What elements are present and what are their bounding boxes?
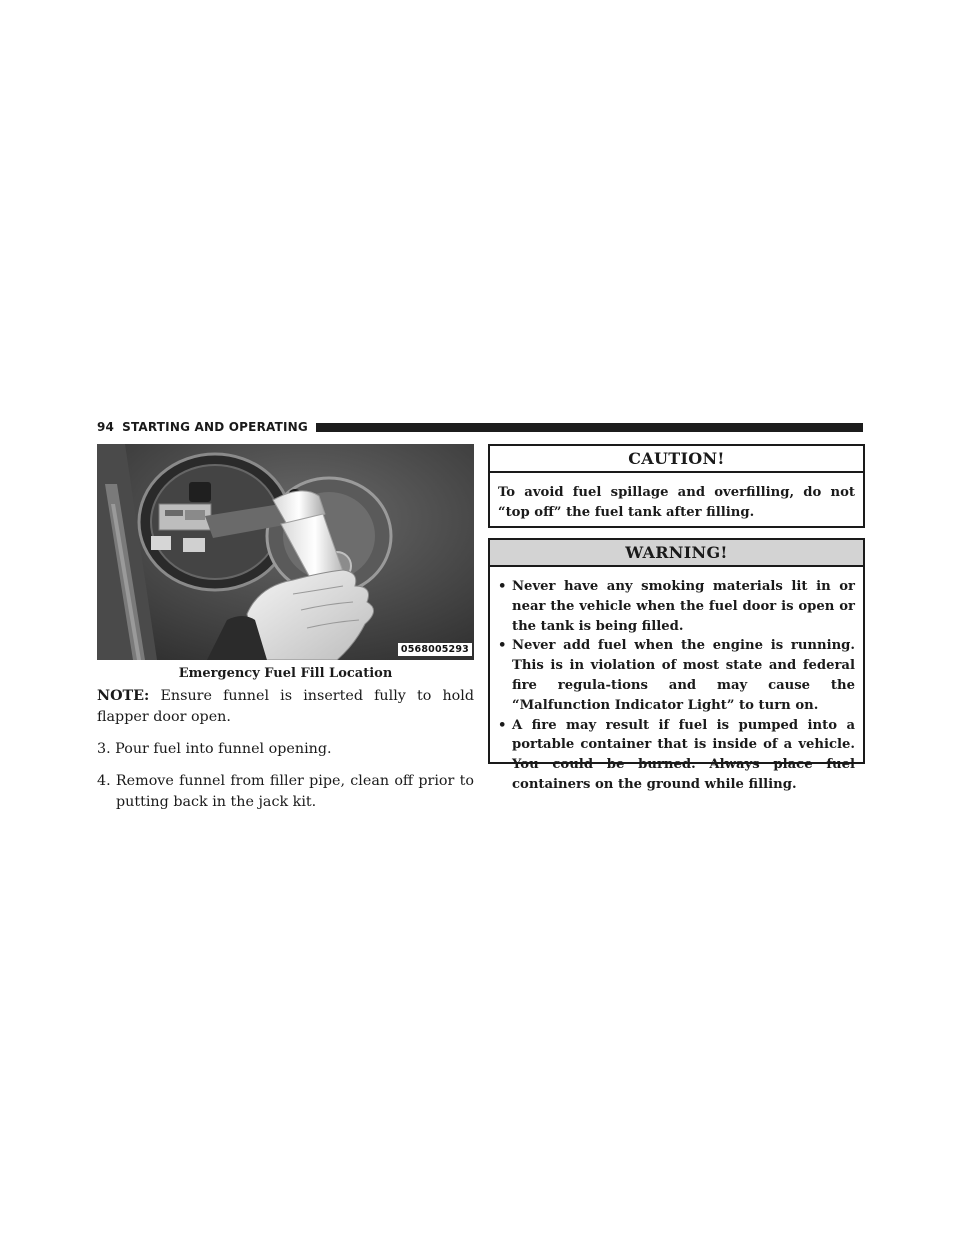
caution-text: To avoid fuel spillage and overfilling, do not “top off” the fuel tank after filling. <box>498 485 855 520</box>
warning-title: WARNING! <box>490 540 863 567</box>
bullet-icon: • <box>498 717 507 733</box>
figure-caption: Emergency Fuel Fill Location <box>178 666 393 681</box>
warning-item-text: Never add fuel when the engine is running. This is in violation of most state and federal fire regula-tions and may cause the “Malfunction Indicator Light” to turn on. <box>512 638 855 713</box>
step-4: 4. Remove funnel from filler pipe, clean off prior to putting back in the jack kit. <box>97 773 474 810</box>
warning-item-text: Never have any smoking materials lit in or near the vehicle when the fuel door is open or the tank is being filled. <box>512 579 855 634</box>
figure-code: 0568005293 <box>398 643 472 656</box>
step-3: 3. Pour fuel into funnel opening. <box>97 741 332 757</box>
warning-list <box>498 577 855 795</box>
warning-item <box>498 636 855 715</box>
fuel-door-drawing <box>97 444 474 660</box>
section-title: STARTING AND OPERATING <box>122 420 308 434</box>
caution-title: CAUTION! <box>490 446 863 473</box>
warning-box <box>488 538 865 792</box>
note-text: Ensure funnel is inserted fully to hold flapper door open. <box>97 688 475 725</box>
note-paragraph <box>97 686 474 728</box>
warning-body <box>490 567 863 795</box>
left-column-text <box>97 686 474 824</box>
header-rule <box>316 423 863 432</box>
warning-item <box>498 716 855 795</box>
page-header <box>97 419 863 435</box>
bullet-icon: • <box>498 638 507 654</box>
fuel-fill-illustration <box>97 444 474 660</box>
page-number: 94 <box>97 420 115 434</box>
caution-box <box>488 444 865 528</box>
bullet-icon: • <box>498 579 507 594</box>
note-label: NOTE: <box>97 688 150 704</box>
warning-item <box>498 577 855 636</box>
warning-item-text: A fire may result if fuel is pumped into a portable container that is inside of a vehicle. You could be burned. Always place fuel containers on the ground while filling. <box>512 717 855 792</box>
